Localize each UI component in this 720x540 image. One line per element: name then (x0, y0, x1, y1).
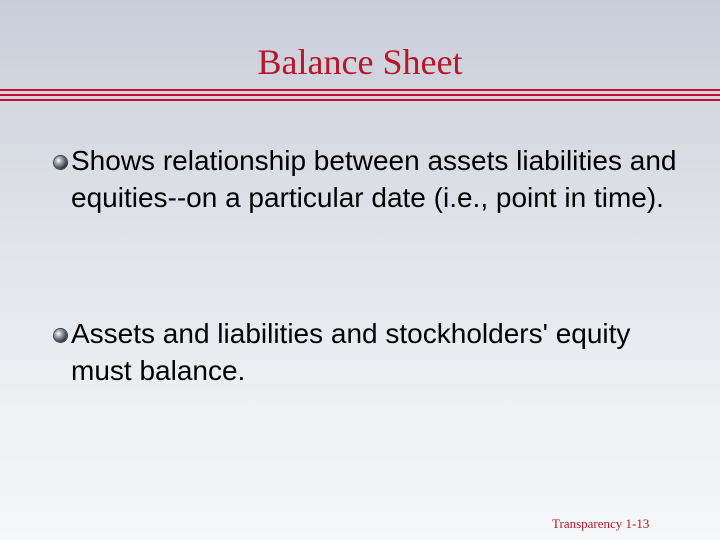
bullet-text: Assets and liabilities and stockholders' equity must balance. (71, 318, 631, 386)
slide-footer: Transparency 1-13 (552, 516, 650, 531)
bullet-dot-icon (54, 156, 67, 169)
bullet-dot-icon (54, 329, 67, 342)
bullet-text: Shows relationship between assets liabilities and equities--on a particular date (i.e., point in time). (71, 145, 677, 213)
slide-title: Balance Sheet (257, 42, 463, 82)
